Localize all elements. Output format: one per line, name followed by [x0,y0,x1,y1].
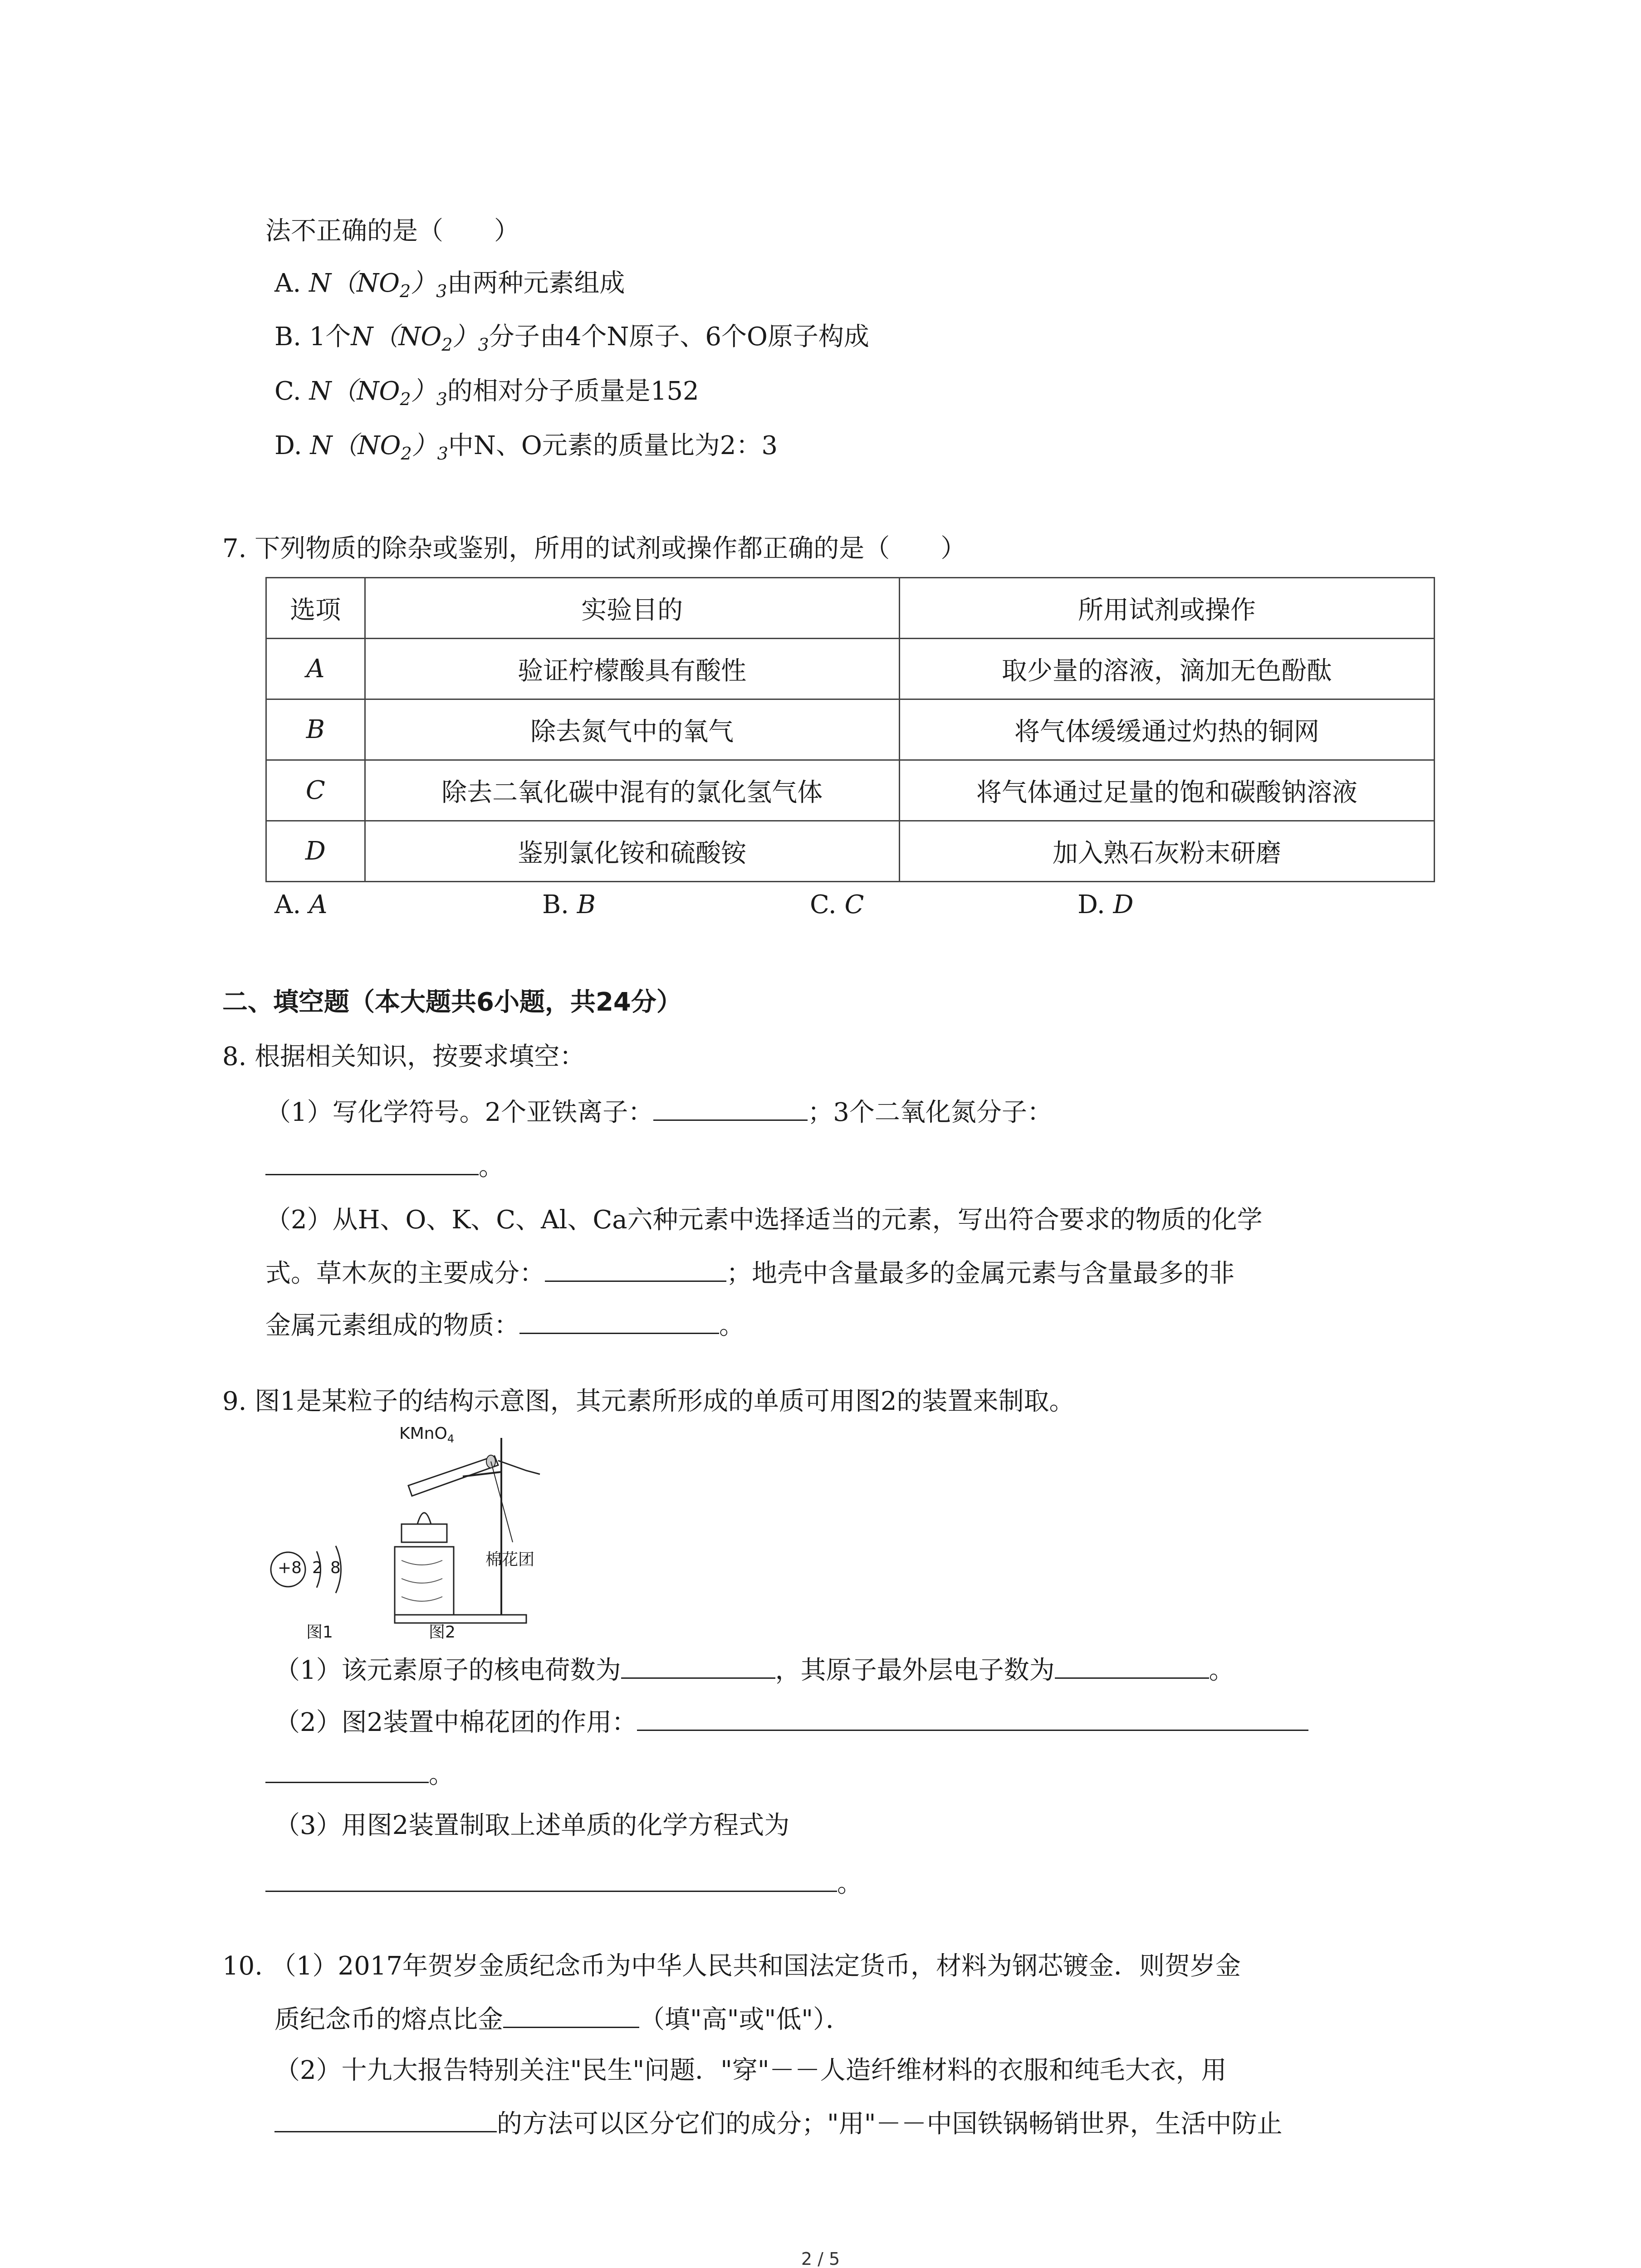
q8-part1-cont: 。 [265,1148,504,1185]
q10-line3: （2）十九大报告特别关注"民生"问题．"穿"－－人造纤维材料的衣服和纯毛大衣，用 [274,2056,1227,2085]
q9-stem: 9. 图1是某粒子的结构示意图，其元素所形成的单质可用图2的装置来制取。 [222,1387,1075,1416]
q8-part2-line2: 式。草木灰的主要成分： ；地壳中含量最多的金属元素与含量最多的非 [265,1254,1234,1292]
answer-blank[interactable] [1055,1651,1209,1679]
q8-stem: 8. 根据相关知识，按要求填空： [222,1042,585,1071]
table-cell: A [266,639,365,699]
table-header: 选项 [266,578,365,639]
shell1-electrons: 2 [312,1559,323,1577]
q10-line1: 10. （1）2017年贺岁金质纪念币为中华人民共和国法定货币，材料为钢芯镀金．则贺岁金 [222,1951,1241,1981]
reagent-label: KMnO$_4$ [399,1424,455,1445]
option-text: 分子由4个N原子、6个O原子构成 [489,322,869,352]
answer-blank[interactable] [545,1254,726,1282]
q9-part2: （2）图2装置中棉花团的作用： [274,1703,1308,1741]
answer-blank[interactable] [265,1755,429,1783]
table-cell: 将气体缓缓通过灼热的铜网 [899,699,1434,760]
page-number: 2 / 5 [801,2249,840,2268]
q7-table [265,577,1435,882]
q8-part2-line1: （2）从H、O、K、C、Al、Ca六种元素中选择适当的元素，写出符合要求的物质的化学 [265,1205,1263,1235]
q7-stem: 7. 下列物质的除杂或鉴别，所用的试剂或操作都正确的是（ ） [222,534,966,563]
table-row [266,760,1435,821]
cotton-label: 棉花团 [485,1550,535,1569]
shell2-electrons: 8 [330,1559,341,1577]
answer-blank[interactable] [653,1093,808,1121]
answer-blank[interactable] [265,1148,479,1175]
q7-option-c[interactable]: C. C [810,890,864,919]
q9-figure [254,1411,572,1651]
option-text: 的相对分子质量是152 [447,376,699,406]
answer-blank[interactable] [503,2000,639,2028]
table-cell: 除去氮气中的氧气 [365,699,899,760]
answer-blank[interactable] [265,1864,837,1892]
table-cell: 加入熟石灰粉末研磨 [899,821,1434,882]
q10-line2: 质纪念币的熔点比金 （填"高"或"低"）． [274,2000,851,2038]
option-letter: A. [274,269,301,298]
option-letter: D. [274,431,302,460]
q7-option-b[interactable]: B. B [542,890,596,919]
q6-option-b[interactable]: B. 1个$N(NO_2)_3$分子由4个N原子、6个O原子构成 [274,322,869,355]
table-cell: C [266,760,365,821]
q6-stem-tail: 法不正确的是（ ） [265,216,519,246]
q6-option-d[interactable] [274,428,778,464]
section-heading: 二、填空题（本大题共6小题，共24分） [222,987,682,1017]
table-cell: 取少量的溶液，滴加无色酚酞 [899,639,1434,699]
formula: $N(NO_2)_3$ [309,376,447,409]
q9-part1: （1）该元素原子的核电荷数为 ，其原子最外层电子数为 。 [274,1651,1234,1689]
table-row [266,821,1435,882]
option-letter: C. [274,376,301,406]
q7-option-d[interactable]: D. D [1078,890,1134,919]
table-header-row [266,578,1435,639]
figure1-label: 图1 [306,1623,333,1642]
table-row [266,699,1435,760]
formula: $N(NO_2)_3$ [309,269,447,301]
q7-option-a[interactable]: A. A [274,890,328,919]
table-row [266,639,1435,699]
figure2-label: 图2 [429,1623,456,1642]
option-letter: B. [274,322,301,352]
nucleus-charge: +8 [278,1559,302,1577]
q9-part3: （3）用图2装置制取上述单质的化学方程式为 [274,1811,790,1840]
q10-line4: 的方法可以区分它们的成分；"用"－－中国铁锅畅销世界，生活中防止 [274,2105,1283,2142]
answer-blank[interactable] [519,1306,719,1334]
table-cell: 鉴别氯化铵和硫酸铵 [365,821,899,882]
answer-blank[interactable] [274,2105,497,2132]
table-header: 所用试剂或操作 [899,578,1434,639]
option-text: 由两种元素组成 [447,269,625,298]
q8-part1: （1）写化学符号。2个亚铁离子： ；3个二氧化氮分子： [265,1093,1053,1131]
answer-blank[interactable] [637,1703,1308,1731]
q9-part3-cont: 。 [265,1864,862,1902]
formula: $N(NO_2)_3$ [310,431,448,464]
formula: $N(NO_2)_3$ [351,322,489,355]
q8-part2-line3: 金属元素组成的物质： 。 [265,1306,745,1344]
table-header: 实验目的 [365,578,899,639]
apparatus-diagram [390,1429,572,1637]
table-cell: D [266,821,365,882]
q6-option-c[interactable] [274,373,699,410]
q9-part2-cont: 。 [265,1755,454,1793]
option-text: 中N、O元素的质量比为2：3 [448,431,778,460]
table-cell: B [266,699,365,760]
table-cell: 将气体通过足量的饱和碳酸钠溶液 [899,760,1434,821]
q6-option-a[interactable] [274,265,625,302]
table-cell: 验证柠檬酸具有酸性 [365,639,899,699]
table-cell: 除去二氧化碳中混有的氯化氢气体 [365,760,899,821]
answer-blank[interactable] [621,1651,775,1679]
